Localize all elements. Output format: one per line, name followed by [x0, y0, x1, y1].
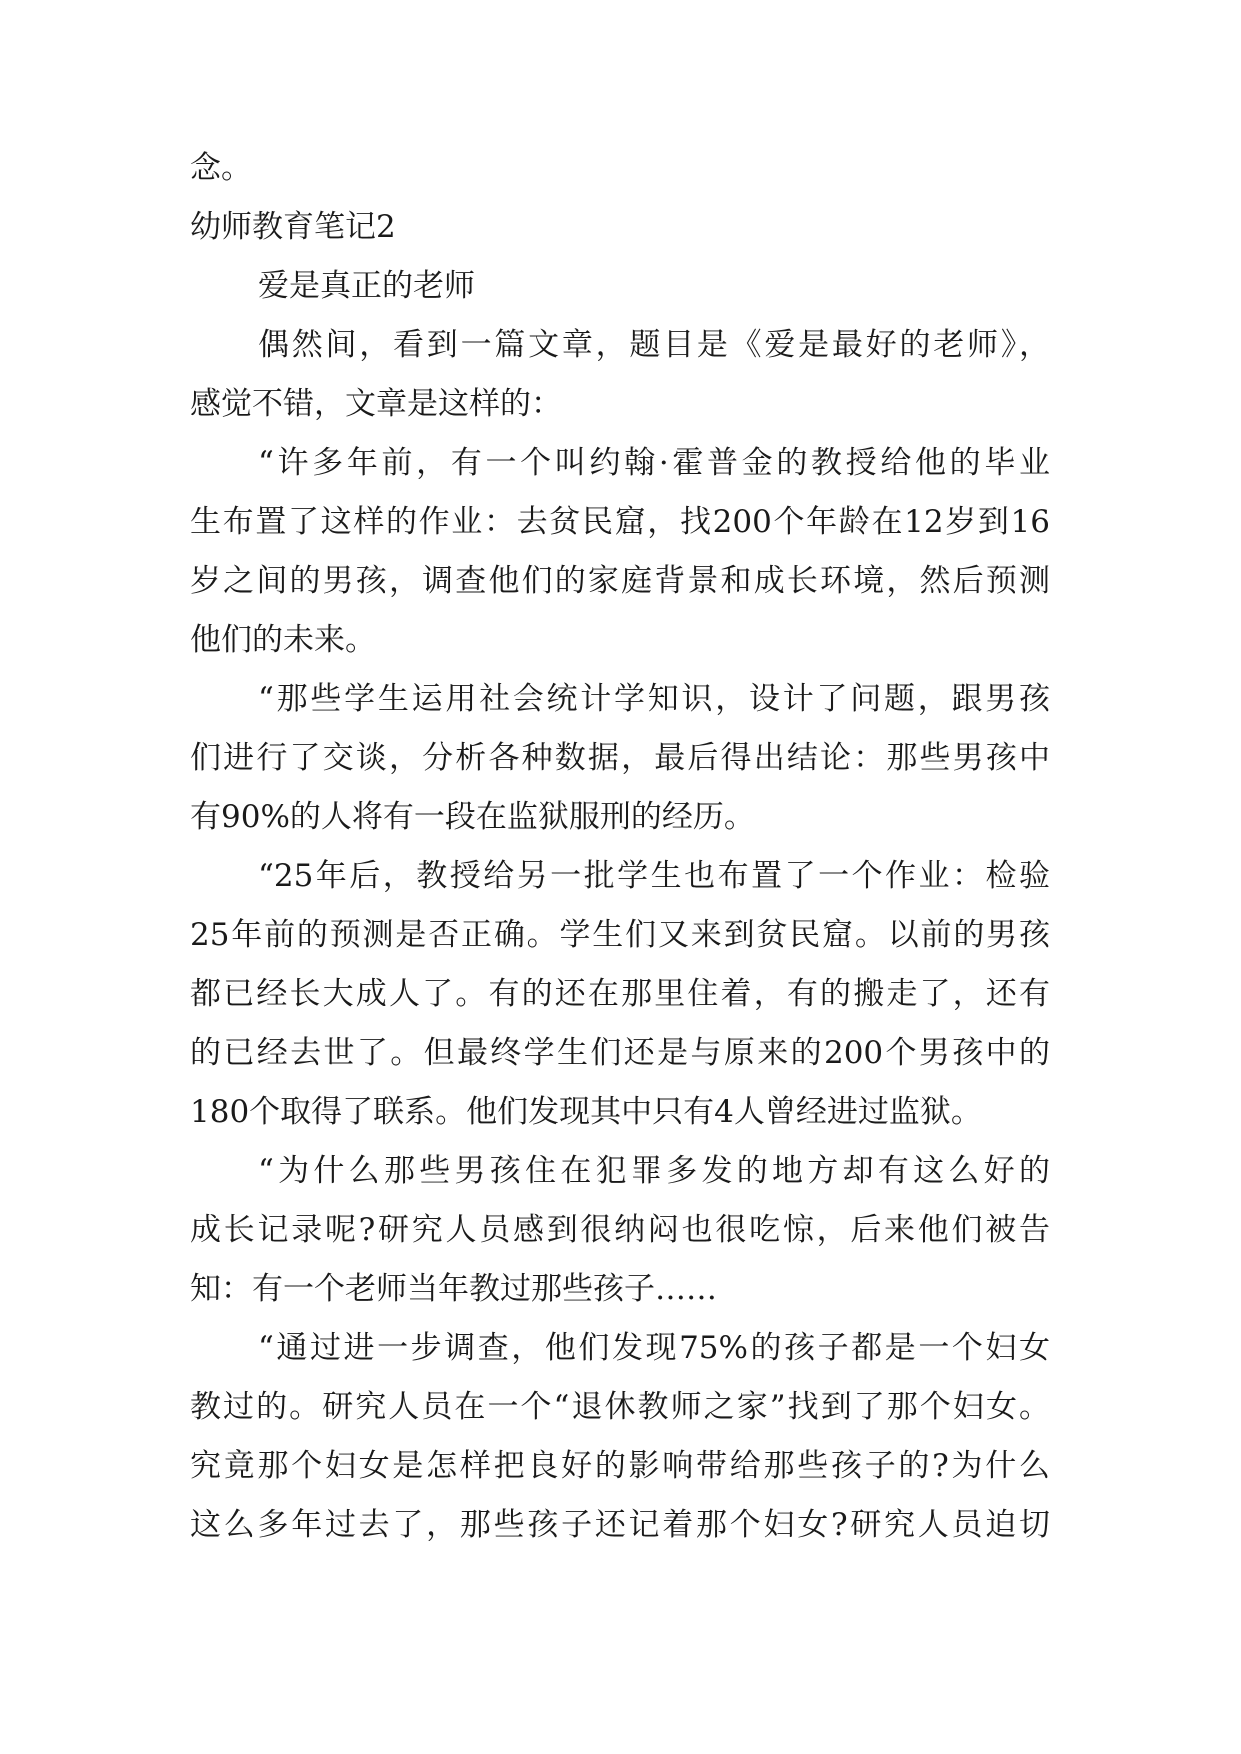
- text-line: 他们的未来。: [190, 622, 376, 658]
- text-line: 的已经去世了。但最终学生们还是与原来的200个男孩中的: [190, 1035, 1050, 1071]
- text-line: 都已经长大成人了。有的还在那里住着，有的搬走了，还有: [190, 976, 1050, 1012]
- text-line: “通过进一步调查，他们发现75%的孩子都是一个妇女: [258, 1330, 1050, 1366]
- text-line: “许多年前，有一个叫约翰·霍普金的教授给他的毕业: [258, 445, 1050, 481]
- text-line: 成长记录呢?研究人员感到很纳闷也很吃惊，后来他们被告: [190, 1212, 1050, 1248]
- text-line: 25年前的预测是否正确。学生们又来到贫民窟。以前的男孩: [190, 917, 1050, 953]
- text-line: 有90%的人将有一段在监狱服刑的经历。: [190, 799, 755, 835]
- text-line: “25年后，教授给另一批学生也布置了一个作业：检验: [258, 858, 1050, 894]
- text-line: 知：有一个老师当年教过那些孩子……: [190, 1271, 717, 1307]
- text-line: 生布置了这样的作业：去贫民窟，找200个年龄在12岁到16: [190, 504, 1050, 540]
- text-line: 教过的。研究人员在一个“退休教师之家”找到了那个妇女。: [190, 1389, 1050, 1425]
- text-line: 岁之间的男孩，调查他们的家庭背景和成长环境，然后预测: [190, 563, 1050, 599]
- text-line: 究竟那个妇女是怎样把良好的影响带给那些孩子的?为什么: [190, 1448, 1050, 1484]
- text-line: “为什么那些男孩住在犯罪多发的地方却有这么好的: [258, 1153, 1050, 1189]
- text-line: 念。: [190, 150, 252, 186]
- article-title: 爱是真正的老师: [258, 268, 475, 304]
- text-line: 偶然间，看到一篇文章，题目是《爱是最好的老师》，: [258, 327, 1050, 363]
- section-title: 幼师教育笔记2: [190, 209, 396, 245]
- text-line: 感觉不错，文章是这样的：: [190, 386, 562, 422]
- text-line: 们进行了交谈，分析各种数据，最后得出结论：那些男孩中: [190, 740, 1050, 776]
- text-line: “那些学生运用社会统计学知识，设计了问题，跟男孩: [258, 681, 1050, 717]
- text-line: 180个取得了联系。他们发现其中只有4人曾经进过监狱。: [190, 1094, 982, 1130]
- text-line: 这么多年过去了，那些孩子还记着那个妇女?研究人员迫切: [190, 1507, 1050, 1543]
